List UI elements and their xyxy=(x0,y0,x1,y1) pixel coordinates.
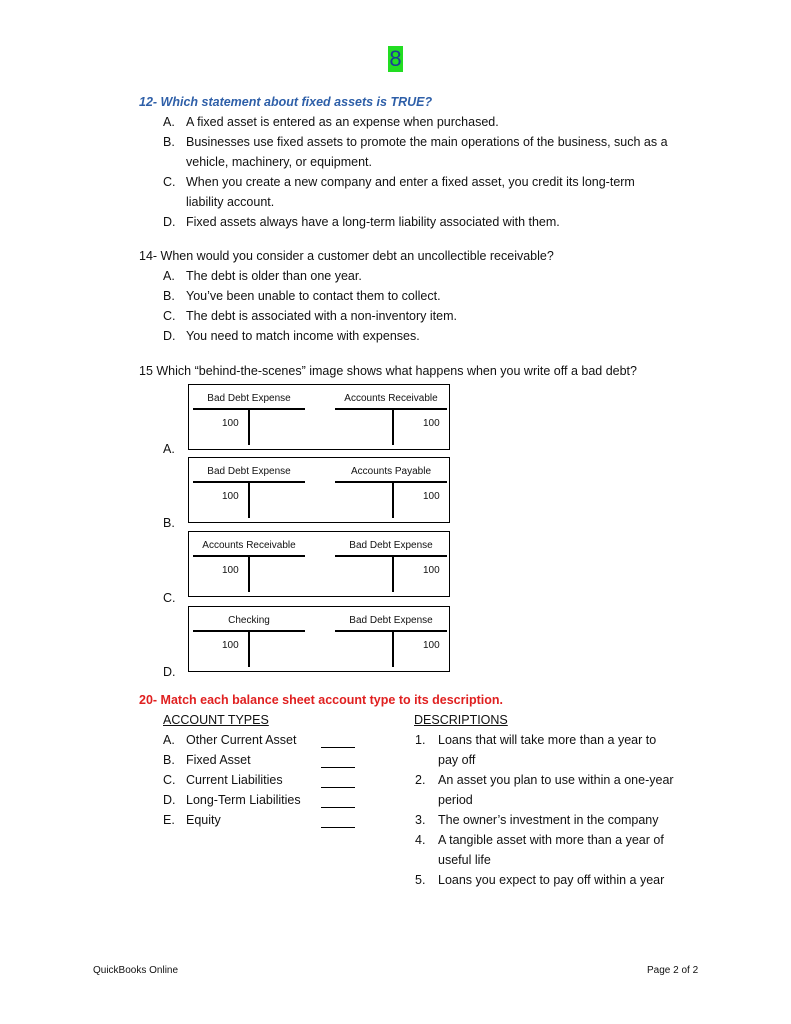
q15-option-c-letter: C. xyxy=(163,591,176,605)
description-3-number: 3. xyxy=(415,813,426,827)
t-account-left-stem xyxy=(248,481,250,518)
t-account-left-stem xyxy=(248,408,250,445)
t-account-right-title: Bad Debt Expense xyxy=(349,615,433,626)
q14-option-c-text: The debt is associated with a non-inventory item. xyxy=(186,309,457,323)
t-account-left-debit: 100 xyxy=(222,491,239,502)
question-14: 14- When would you consider a customer debt an uncollectible receivable? xyxy=(139,249,554,263)
account-type-a-text: Other Current Asset xyxy=(186,733,297,747)
q14-option-c-letter: C. xyxy=(163,309,176,323)
q12-option-b-text: Businesses use fixed assets to promote the main operations of the business, such as a xyxy=(186,135,668,149)
q14-option-a-text: The debt is older than one year. xyxy=(186,269,362,283)
t-account-left-title: Checking xyxy=(228,615,270,626)
t-account-right-credit: 100 xyxy=(423,418,440,429)
q12-option-d-letter: D. xyxy=(163,215,176,229)
t-account-right-credit: 100 xyxy=(423,640,440,651)
account-type-d-text: Long-Term Liabilities xyxy=(186,793,301,807)
account-type-a-letter: A. xyxy=(163,733,175,747)
descriptions-header: DESCRIPTIONS xyxy=(414,713,508,727)
q12-option-b-letter: B. xyxy=(163,135,175,149)
q12-option-a-text: A fixed asset is entered as an expense when purchased. xyxy=(186,115,499,129)
description-3-text: The owner’s investment in the company xyxy=(438,813,659,827)
t-account-right-title: Accounts Receivable xyxy=(344,393,438,404)
description-1-number: 1. xyxy=(415,733,426,747)
q15-option-a-letter: A. xyxy=(163,442,175,456)
t-account-left-title: Bad Debt Expense xyxy=(207,466,291,477)
answer-blank-d[interactable] xyxy=(321,793,355,808)
t-account-left-title: Bad Debt Expense xyxy=(207,393,291,404)
description-2-number: 2. xyxy=(415,773,426,787)
account-type-c-letter: C. xyxy=(163,773,176,787)
t-account-right-stem xyxy=(392,555,394,592)
answer-blank-e[interactable] xyxy=(321,813,355,828)
q12-option-a-letter: A. xyxy=(163,115,175,129)
account-type-d-letter: D. xyxy=(163,793,176,807)
t-account-right-title: Accounts Payable xyxy=(350,466,432,477)
question-12: 12- Which statement about fixed assets is TRUE? xyxy=(139,95,433,109)
account-types-header: ACCOUNT TYPES xyxy=(163,713,269,727)
t-account-left-debit: 100 xyxy=(222,418,239,429)
t-account-right-bar xyxy=(335,555,447,557)
q15-option-c-t-accounts xyxy=(188,531,450,597)
q14-option-d-text: You need to match income with expenses. xyxy=(186,329,420,343)
t-account-right-bar xyxy=(335,408,447,410)
q12-option-c-text-cont: liability account. xyxy=(186,195,275,209)
t-account-left-debit: 100 xyxy=(222,565,239,576)
account-type-e-letter: E. xyxy=(163,813,175,827)
description-2-text: An asset you plan to use within a one-year xyxy=(438,773,674,787)
t-account-right-title: Bad Debt Expense xyxy=(349,540,433,551)
footer-page-number: Page 2 of 2 xyxy=(647,965,699,976)
description-1-text-cont: pay off xyxy=(438,753,476,767)
description-2-text-cont: period xyxy=(438,793,473,807)
description-4-text: A tangible asset with more than a year of xyxy=(438,833,664,847)
q15-option-b-letter: B. xyxy=(163,516,175,530)
q12-option-d-text: Fixed assets always have a long-term liability associated with them. xyxy=(186,215,560,229)
t-account-right-stem xyxy=(392,408,394,445)
description-4-text-cont: useful life xyxy=(438,853,491,867)
t-account-right-bar xyxy=(335,481,447,483)
t-account-left-title: Accounts Receivable xyxy=(202,540,296,551)
q12-option-c-text: When you create a new company and enter a fixed asset, you credit its long-term xyxy=(186,175,635,189)
description-5-number: 5. xyxy=(415,873,426,887)
q15-option-d-t-accounts xyxy=(188,606,450,672)
t-account-left-stem xyxy=(248,630,250,667)
q14-option-b-letter: B. xyxy=(163,289,175,303)
t-account-left-stem xyxy=(248,555,250,592)
q15-option-d-letter: D. xyxy=(163,665,176,679)
description-4-number: 4. xyxy=(415,833,426,847)
t-account-right-credit: 100 xyxy=(423,565,440,576)
answer-blank-a[interactable] xyxy=(321,733,355,748)
account-type-b-text: Fixed Asset xyxy=(186,753,251,767)
answer-blank-c[interactable] xyxy=(321,773,355,788)
footer-left: QuickBooks Online xyxy=(93,965,179,976)
description-1-text: Loans that will take more than a year to xyxy=(438,733,657,747)
account-type-b-letter: B. xyxy=(163,753,175,767)
t-account-right-bar xyxy=(335,630,447,632)
description-5-text: Loans you expect to pay off within a year xyxy=(438,873,665,887)
question-15: 15 Which “behind-the-scenes” image shows what happens when you write off a bad debt? xyxy=(139,364,637,378)
t-account-right-stem xyxy=(392,630,394,667)
q14-option-d-letter: D. xyxy=(163,329,176,343)
q12-option-c-letter: C. xyxy=(163,175,176,189)
t-account-left-debit: 100 xyxy=(222,640,239,651)
q15-option-b-t-accounts xyxy=(188,457,450,523)
account-type-e-text: Equity xyxy=(186,813,221,827)
q12-option-b-text-cont: vehicle, machinery, or equipment. xyxy=(186,155,372,169)
q14-option-a-letter: A. xyxy=(163,269,175,283)
q15-option-a-t-accounts xyxy=(188,384,450,450)
account-type-c-text: Current Liabilities xyxy=(186,773,283,787)
answer-blank-b[interactable] xyxy=(321,753,355,768)
t-account-right-stem xyxy=(392,481,394,518)
q14-option-b-text: You’ve been unable to contact them to collect. xyxy=(186,289,441,303)
page-marker: 8 xyxy=(389,46,402,71)
question-20: 20- Match each balance sheet account type to its description. xyxy=(139,693,503,707)
t-account-right-credit: 100 xyxy=(423,491,440,502)
